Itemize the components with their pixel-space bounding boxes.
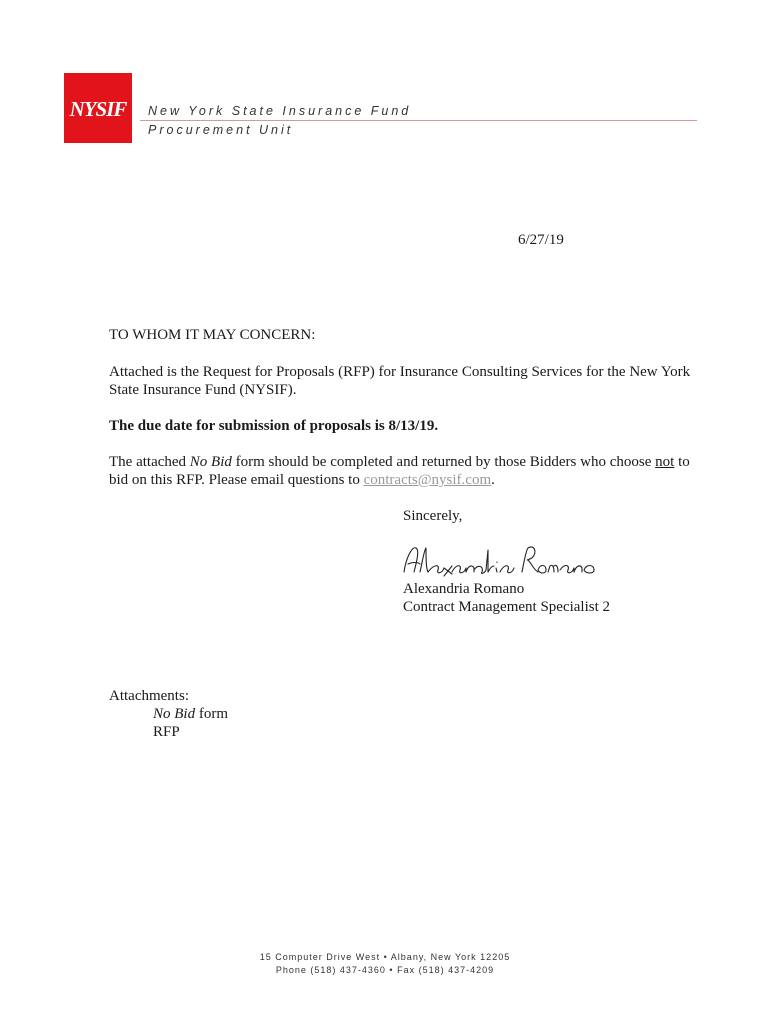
handwritten-signature bbox=[400, 538, 600, 582]
organization-name: New York State Insurance Fund bbox=[148, 104, 412, 118]
instructions-text-3: to bid on this RFP. Please email questions to bbox=[109, 454, 690, 488]
instructions-text-1: The attached bbox=[109, 454, 190, 470]
attachment-rfp: RFP bbox=[153, 724, 180, 740]
due-date-notice: The due date for submission of proposals is 8/13/19. bbox=[109, 418, 439, 434]
instructions-text-2: form should be completed and returned by those Bidders who choose bbox=[231, 454, 656, 470]
instructions-paragraph bbox=[109, 453, 709, 489]
footer-address: 15 Computer Drive West • Albany, New York 12205 bbox=[259, 952, 511, 962]
letter-date: 6/27/19 bbox=[518, 232, 564, 248]
no-bid-italic: No Bid bbox=[189, 454, 232, 470]
signer-name: Alexandria Romano bbox=[403, 581, 525, 597]
not-underlined: not bbox=[655, 454, 675, 470]
attachment-no-bid-rest: form bbox=[195, 706, 229, 722]
intro-paragraph: Attached is the Request for Proposals (RFP) for Insurance Consulting Services for the New York State Insurance Fund (NYSIF). bbox=[109, 364, 691, 398]
attachment-no-bid-form bbox=[153, 705, 228, 723]
closing: Sincerely, bbox=[403, 508, 463, 524]
contracts-email-link[interactable]: contracts@nysif.com bbox=[363, 472, 492, 488]
attachments-heading: Attachments: bbox=[109, 688, 189, 704]
logo-text: NYSIF bbox=[69, 97, 127, 121]
signer-title: Contract Management Specialist 2 bbox=[403, 599, 611, 615]
unit-name: Procurement Unit bbox=[148, 123, 294, 137]
nysif-logo bbox=[64, 73, 132, 143]
attachment-no-bid-italic: No Bid bbox=[153, 706, 196, 722]
header-divider bbox=[140, 120, 697, 121]
footer-phone-fax: Phone (518) 437-4360 • Fax (518) 437-4209 bbox=[275, 965, 495, 975]
salutation: TO WHOM IT MAY CONCERN: bbox=[109, 327, 316, 343]
instructions-text-4: . bbox=[491, 472, 495, 488]
